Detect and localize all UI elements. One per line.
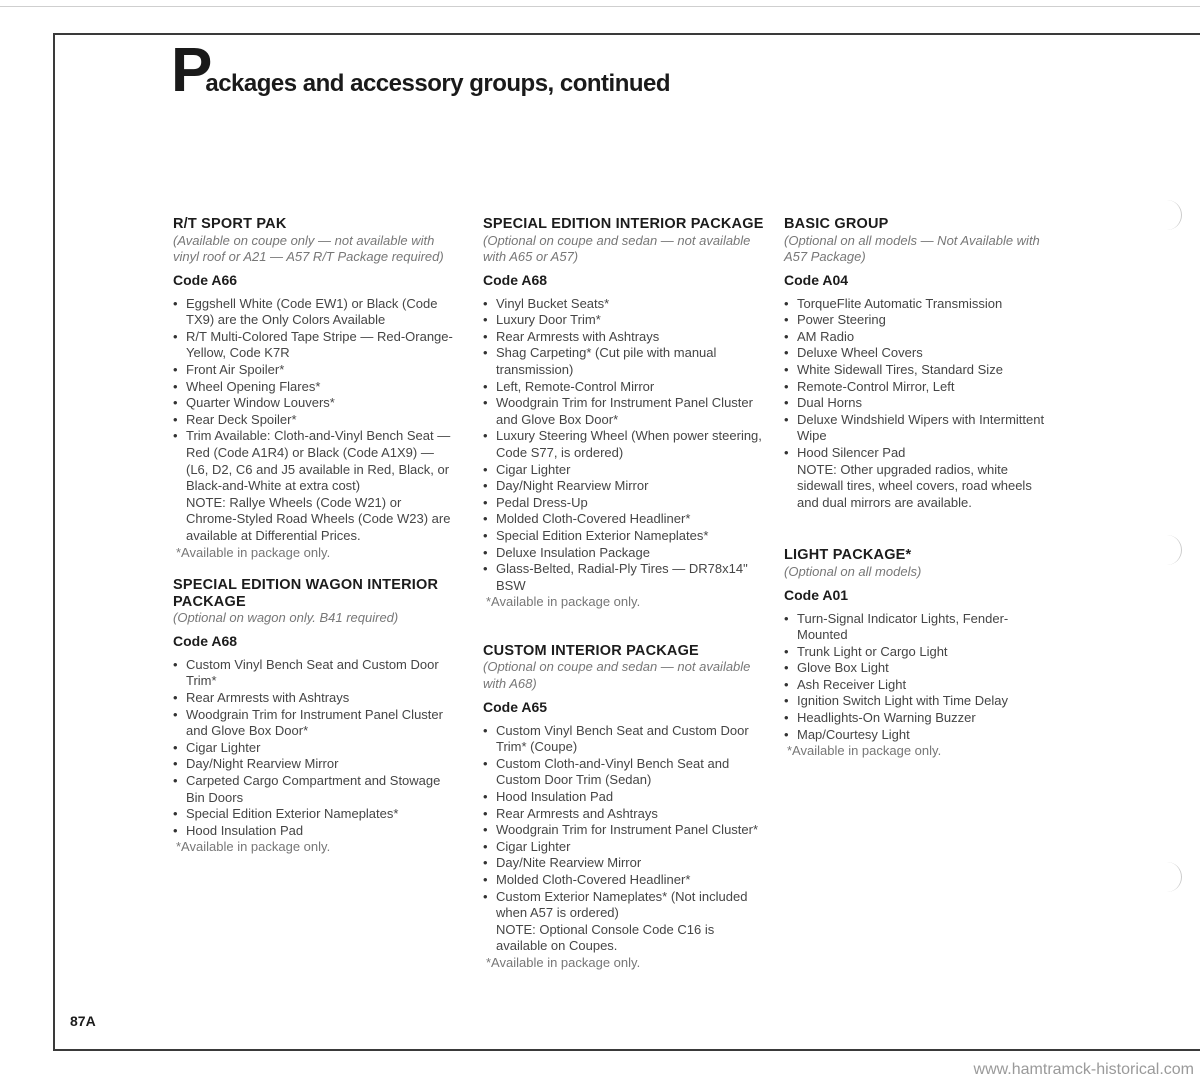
list-item: • Custom Cloth-and-Vinyl Bench Seat and Custom Door Trim (Sedan) [483,756,765,789]
list-item: • Hood Insulation Pad [483,789,765,806]
section-note: NOTE: Rallye Wheels (Code W21) or Chrome-Styled Road Wheels (Code W23) are available at Differential Prices. [186,494,451,543]
list-item: • Carpeted Cargo Compartment and Stowage Bin Doors [173,773,453,806]
section-basic-group [784,216,1052,511]
list-item: • Custom Vinyl Bench Seat and Custom Door Trim* [173,657,453,690]
item-list [784,296,1052,462]
section-subtitle: (Available on coupe only — not available with vinyl roof or A21 — A57 R/T Package required) [173,232,444,265]
title-initial: P [171,36,211,105]
section-title: LIGHT PACKAGE* [784,547,912,564]
item-list [173,657,453,840]
section-custom-interior [483,643,765,972]
list-item: • Custom Exterior Nameplates* (Not included when A57 is ordered) [483,889,765,922]
section-footnote: *Available in package only. [176,839,331,855]
section-code: Code A65 [483,698,548,715]
list-item: • Day/Nite Rearview Mirror [483,855,765,872]
section-code: Code A66 [173,271,238,288]
list-item: • Woodgrain Trim for Instrument Panel Cluster and Glove Box Door* [173,707,453,740]
top-rule [0,6,1200,7]
item-list [483,296,765,595]
list-item: • Woodgrain Trim for Instrument Panel Cluster* [483,822,765,839]
section-title: R/T SPORT PAK [173,216,287,232]
item-list [173,296,453,495]
item-list [483,723,765,922]
list-item: • Turn-Signal Indicator Lights, Fender-Mounted [784,611,1052,644]
section-subtitle: (Optional on coupe and sedan — not available with A65 or A57) [483,232,751,265]
watermark: www.hamtramck-historical.com [973,1061,1194,1078]
list-item: • Power Steering [784,312,1052,329]
list-item: • Deluxe Insulation Package [483,545,765,562]
list-item: • Front Air Spoiler* [173,362,453,379]
section-footnote: *Available in package only. [787,743,942,759]
list-item: • Left, Remote-Control Mirror [483,379,765,396]
list-item: • Eggshell White (Code EW1) or Black (Code TX9) are the Only Colors Available [173,296,453,329]
list-item: • Vinyl Bucket Seats* [483,296,765,313]
list-item: • Custom Vinyl Bench Seat and Custom Door Trim* (Coupe) [483,723,765,756]
list-item: • Ash Receiver Light [784,677,1052,694]
list-item: • R/T Multi-Colored Tape Stripe — Red-Orange-Yellow, Code K7R [173,329,453,362]
list-item: • Molded Cloth-Covered Headliner* [483,872,765,889]
section-code: Code A01 [784,586,849,603]
section-subtitle: (Optional on all models) [784,563,922,579]
list-item: • Remote-Control Mirror, Left [784,379,1052,396]
list-item: • Glove Box Light [784,660,1052,677]
section-footnote: *Available in package only. [176,544,331,560]
list-item: • Hood Silencer Pad [784,445,1052,462]
list-item: • Rear Armrests with Ashtrays [483,329,765,346]
list-item: • Deluxe Wheel Covers [784,345,1052,362]
list-item: • Glass-Belted, Radial-Ply Tires — DR78x14" BSW [483,561,765,594]
list-item: • White Sidewall Tires, Standard Size [784,362,1052,379]
list-item: • Ignition Switch Light with Time Delay [784,693,1052,710]
list-item: • Deluxe Windshield Wipers with Intermittent Wipe [784,412,1052,445]
section-title: BASIC GROUP [784,216,889,232]
list-item: • Hood Insulation Pad [173,823,453,840]
page-title [171,36,671,105]
list-item: • Cigar Lighter [173,740,453,757]
column-3 [784,216,1052,760]
section-code: Code A68 [483,271,548,288]
section-note: NOTE: Optional Console Code C16 is available on Coupes. [496,921,715,954]
list-item: • Dual Horns [784,395,1052,412]
section-light-package [784,547,1052,759]
list-item: • Cigar Lighter [483,462,765,479]
page-number: 87A [70,1013,96,1029]
list-item: • AM Radio [784,329,1052,346]
list-item: • Shag Carpeting* (Cut pile with manual transmission) [483,345,765,378]
list-item: • Pedal Dress-Up [483,495,765,512]
item-list [784,611,1052,744]
section-special-edition-interior [483,216,765,611]
column-2 [483,216,765,972]
list-item: • Luxury Door Trim* [483,312,765,329]
title-text: ackages and accessory groups, continued [205,70,671,97]
list-item: • Headlights-On Warning Buzzer [784,710,1052,727]
list-item: • Special Edition Exterior Nameplates* [483,528,765,545]
section-special-edition-wagon [173,577,453,856]
section-title: CUSTOM INTERIOR PACKAGE [483,642,699,659]
list-item: • Rear Armrests and Ashtrays [483,806,765,823]
section-title: SPECIAL EDITION WAGON INTERIOR PACKAGE [173,577,439,610]
list-item: • Special Edition Exterior Nameplates* [173,806,453,823]
column-1 [173,216,453,856]
list-item: • Woodgrain Trim for Instrument Panel Cluster and Glove Box Door* [483,395,765,428]
list-item: • Quarter Window Louvers* [173,395,453,412]
section-code: Code A68 [173,632,238,649]
section-subtitle: (Optional on coupe and sedan — not available with A68) [483,659,751,692]
list-item: • Rear Armrests with Ashtrays [173,690,453,707]
list-item: • Molded Cloth-Covered Headliner* [483,511,765,528]
section-subtitle: (Optional on wagon only. B41 required) [173,610,399,626]
list-item: • Cigar Lighter [483,839,765,856]
list-item: • TorqueFlite Automatic Transmission [784,296,1052,313]
list-item: • Trim Available: Cloth-and-Vinyl Bench Seat — Red (Code A1R4) or Black (Code A1X9) — (L6, D2, C6 and J5 available in Red, Black, or Black-and-White at extra cost) [173,428,453,494]
list-item: • Map/Courtesy Light [784,727,1052,744]
list-item: • Luxury Steering Wheel (When power steering, Code S77, is ordered) [483,428,765,461]
list-item: • Wheel Opening Flares* [173,379,453,396]
section-title: SPECIAL EDITION INTERIOR PACKAGE [483,216,764,232]
list-item: • Day/Night Rearview Mirror [483,478,765,495]
section-footnote: *Available in package only. [486,954,641,970]
section-code: Code A04 [784,271,849,288]
list-item: • Rear Deck Spoiler* [173,412,453,429]
list-item: • Trunk Light or Cargo Light [784,644,1052,661]
section-note: NOTE: Other upgraded radios, white sidewall tires, wheel covers, road wheels and dual mirrors are available. [797,461,1032,510]
list-item: • Day/Night Rearview Mirror [173,756,453,773]
section-rt-sport-pak [173,216,453,561]
section-subtitle: (Optional on all models — Not Available with A57 Package) [784,232,1040,265]
section-footnote: *Available in package only. [486,594,641,610]
